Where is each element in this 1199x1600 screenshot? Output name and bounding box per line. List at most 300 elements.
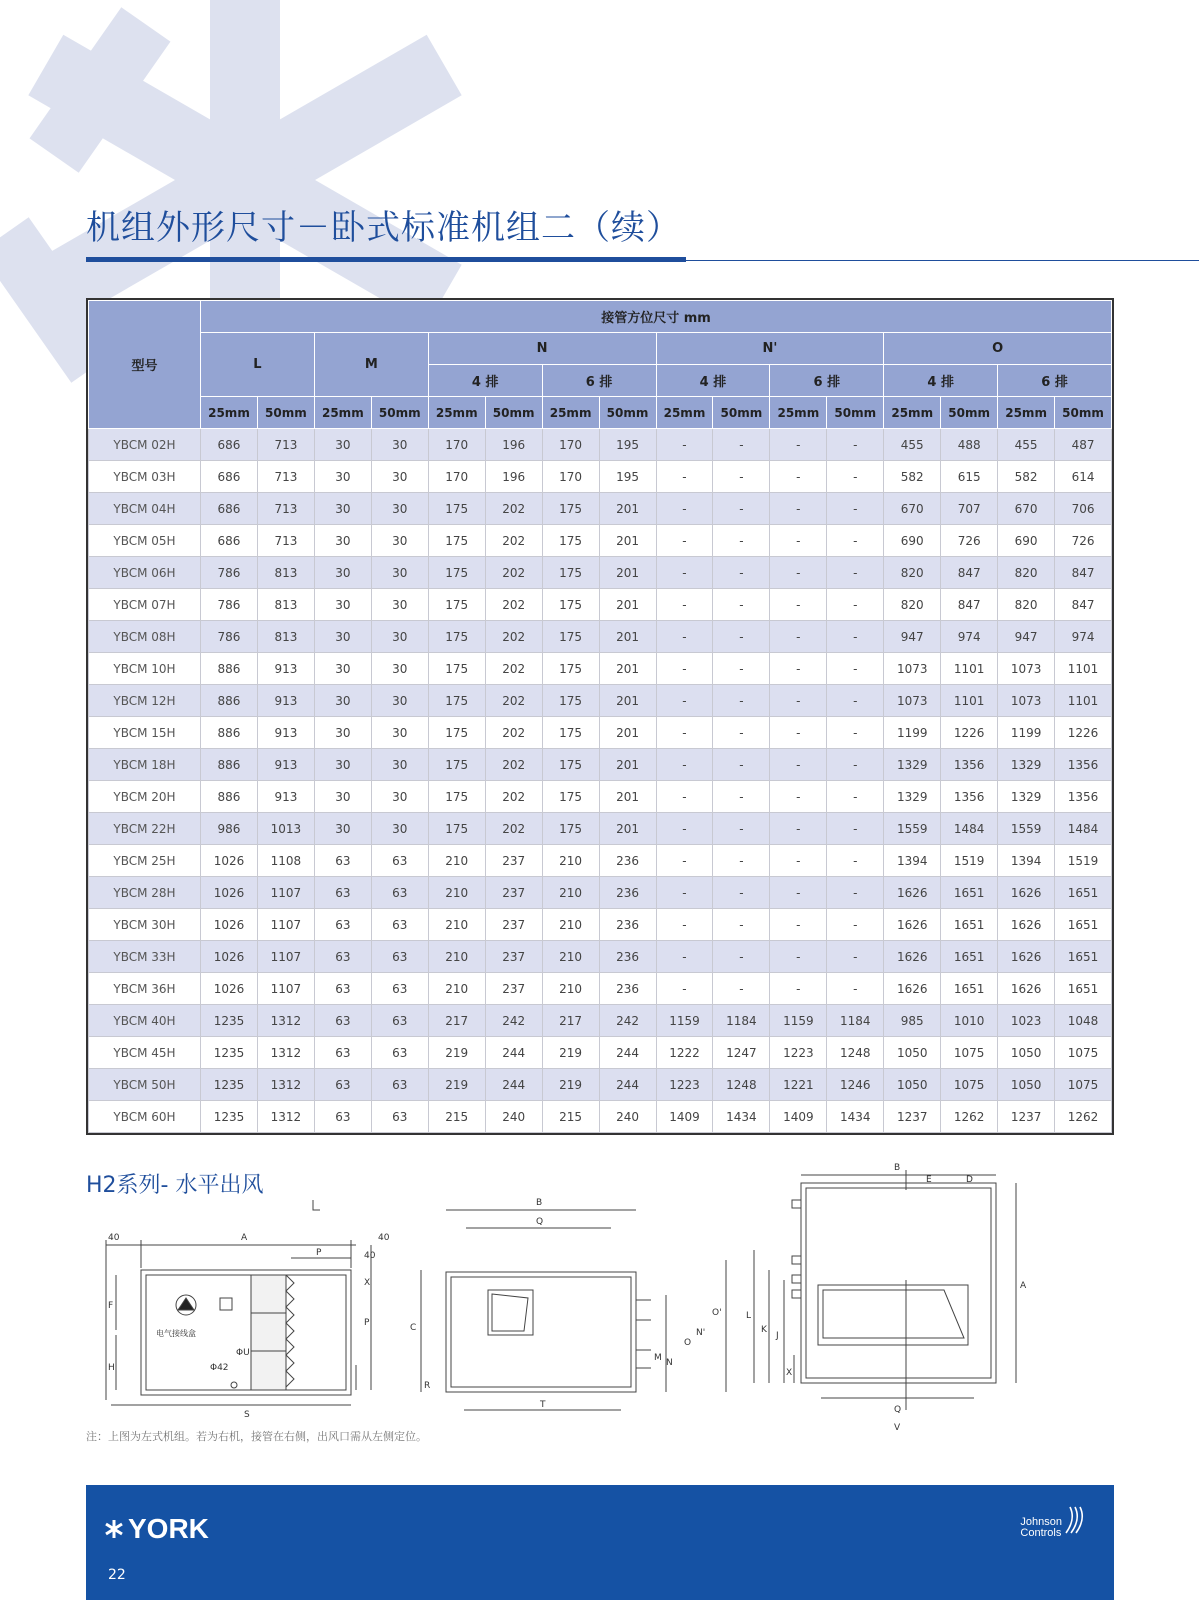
value-cell: 820 <box>884 589 941 621</box>
value-cell: 1159 <box>770 1005 827 1037</box>
value-cell: 974 <box>1055 621 1112 653</box>
value-cell: 1075 <box>1055 1037 1112 1069</box>
value-cell: 30 <box>371 749 428 781</box>
value-cell: 30 <box>314 653 371 685</box>
rear-view-drawing <box>421 1210 726 1410</box>
value-cell: 175 <box>428 525 485 557</box>
value-cell: 201 <box>599 589 656 621</box>
value-cell: 1107 <box>257 973 314 1005</box>
value-cell: 1356 <box>941 749 998 781</box>
value-cell: 686 <box>201 461 258 493</box>
value-cell: - <box>770 781 827 813</box>
value-cell: 686 <box>201 429 258 461</box>
row6-header: 6 排 <box>542 365 656 397</box>
value-cell: 201 <box>599 653 656 685</box>
value-cell: 63 <box>314 973 371 1005</box>
col-M: M <box>314 333 428 397</box>
model-cell: YBCM 25H <box>89 845 201 877</box>
value-cell: 30 <box>371 621 428 653</box>
value-cell: 1626 <box>884 973 941 1005</box>
value-cell: 244 <box>485 1069 542 1101</box>
value-cell: 202 <box>485 717 542 749</box>
value-cell: 175 <box>428 781 485 813</box>
value-cell: - <box>827 621 884 653</box>
york-logo <box>104 1513 209 1545</box>
value-cell: 1026 <box>201 845 258 877</box>
value-cell: 614 <box>1055 461 1112 493</box>
table-row <box>89 717 1112 749</box>
value-cell: - <box>713 813 770 845</box>
value-cell: - <box>770 909 827 941</box>
jc-line-2: Controls <box>1020 1527 1062 1539</box>
value-cell: 1101 <box>1055 653 1112 685</box>
value-cell: 786 <box>201 589 258 621</box>
value-cell: 1237 <box>998 1101 1055 1133</box>
value-cell: - <box>656 877 713 909</box>
value-cell: 202 <box>485 525 542 557</box>
value-cell: 1312 <box>257 1069 314 1101</box>
value-cell: - <box>656 429 713 461</box>
value-cell: - <box>656 621 713 653</box>
value-cell: - <box>827 493 884 525</box>
value-cell: 210 <box>542 941 599 973</box>
table-row <box>89 525 1112 557</box>
value-cell: - <box>827 653 884 685</box>
pipe-50mm: 50mm <box>371 397 428 429</box>
value-cell: - <box>656 653 713 685</box>
value-cell: 210 <box>428 877 485 909</box>
value-cell: - <box>770 877 827 909</box>
value-cell: 237 <box>485 941 542 973</box>
value-cell: - <box>770 429 827 461</box>
dim-H: H <box>108 1363 115 1373</box>
value-cell: 202 <box>485 749 542 781</box>
value-cell: 913 <box>257 749 314 781</box>
table-row <box>89 749 1112 781</box>
value-cell: 63 <box>371 1005 428 1037</box>
value-cell: 985 <box>884 1005 941 1037</box>
value-cell: 1651 <box>1055 941 1112 973</box>
pipe-50mm: 50mm <box>713 397 770 429</box>
value-cell: 237 <box>485 845 542 877</box>
value-cell: 210 <box>542 877 599 909</box>
value-cell: 30 <box>314 429 371 461</box>
value-cell: 1559 <box>884 813 941 845</box>
row6-header: 6 排 <box>770 365 884 397</box>
pipe-25mm: 25mm <box>770 397 827 429</box>
value-cell: 30 <box>371 685 428 717</box>
value-cell: 1107 <box>257 877 314 909</box>
dim-Q3: Q <box>894 1405 902 1415</box>
value-cell: 1101 <box>1055 685 1112 717</box>
value-cell: - <box>827 525 884 557</box>
value-cell: 1484 <box>1055 813 1112 845</box>
value-cell: - <box>770 621 827 653</box>
dim-V: V <box>894 1423 901 1433</box>
value-cell: 175 <box>428 589 485 621</box>
value-cell: 217 <box>428 1005 485 1037</box>
model-header: 型号 <box>89 301 201 429</box>
footnote: 注：上图为左式机组。若为右机，接管在右侧，出风口需从左侧定位。 <box>86 1430 427 1443</box>
value-cell: 63 <box>314 1069 371 1101</box>
value-cell: 237 <box>485 973 542 1005</box>
value-cell: 240 <box>599 1101 656 1133</box>
value-cell: 201 <box>599 557 656 589</box>
value-cell: 1073 <box>998 653 1055 685</box>
value-cell: 244 <box>485 1037 542 1069</box>
value-cell: 170 <box>428 461 485 493</box>
value-cell: - <box>713 909 770 941</box>
value-cell: 63 <box>314 941 371 973</box>
value-cell: 1026 <box>201 909 258 941</box>
value-cell: 1519 <box>1055 845 1112 877</box>
table-row <box>89 1069 1112 1101</box>
value-cell: 201 <box>599 621 656 653</box>
value-cell: 686 <box>201 493 258 525</box>
value-cell: 582 <box>884 461 941 493</box>
value-cell: 1222 <box>656 1037 713 1069</box>
front-view-drawing <box>754 1170 1016 1410</box>
value-cell: 786 <box>201 621 258 653</box>
johnson-controls-logo <box>1020 1517 1062 1539</box>
value-cell: 1026 <box>201 973 258 1005</box>
dim-K: K <box>761 1325 767 1335</box>
value-cell: 1075 <box>941 1069 998 1101</box>
value-cell: 242 <box>485 1005 542 1037</box>
value-cell: 63 <box>371 1101 428 1133</box>
value-cell: 236 <box>599 941 656 973</box>
value-cell: 196 <box>485 461 542 493</box>
value-cell: 713 <box>257 493 314 525</box>
value-cell: 1651 <box>1055 877 1112 909</box>
value-cell: - <box>770 845 827 877</box>
dim-F: F <box>108 1301 114 1311</box>
pipe-25mm: 25mm <box>314 397 371 429</box>
value-cell: 726 <box>1055 525 1112 557</box>
pipe-50mm: 50mm <box>485 397 542 429</box>
pipe-50mm: 50mm <box>941 397 998 429</box>
value-cell: 195 <box>599 461 656 493</box>
pipe-25mm: 25mm <box>428 397 485 429</box>
model-cell: YBCM 03H <box>89 461 201 493</box>
value-cell: - <box>770 749 827 781</box>
value-cell: - <box>656 493 713 525</box>
value-cell: 242 <box>599 1005 656 1037</box>
value-cell: - <box>827 941 884 973</box>
value-cell: 1248 <box>827 1037 884 1069</box>
table-body <box>89 429 1112 1133</box>
value-cell: 1159 <box>656 1005 713 1037</box>
value-cell: - <box>656 845 713 877</box>
value-cell: 201 <box>599 685 656 717</box>
dim-O-prime: O' <box>712 1308 722 1318</box>
value-cell: 1235 <box>201 1037 258 1069</box>
dim-X3: X <box>786 1368 793 1378</box>
value-cell: 706 <box>1055 493 1112 525</box>
value-cell: - <box>827 877 884 909</box>
value-cell: 236 <box>599 909 656 941</box>
value-cell: 30 <box>371 781 428 813</box>
value-cell: - <box>656 781 713 813</box>
value-cell: - <box>713 525 770 557</box>
value-cell: 1248 <box>713 1069 770 1101</box>
value-cell: 219 <box>428 1069 485 1101</box>
value-cell: 913 <box>257 717 314 749</box>
value-cell: 1226 <box>1055 717 1112 749</box>
value-cell: 63 <box>314 845 371 877</box>
table-row <box>89 461 1112 493</box>
value-cell: 455 <box>884 429 941 461</box>
value-cell: 210 <box>428 941 485 973</box>
value-cell: 30 <box>371 461 428 493</box>
col-L: L <box>201 333 315 397</box>
value-cell: 1050 <box>884 1069 941 1101</box>
value-cell: - <box>713 429 770 461</box>
label-electric-box: 电气接线盒 <box>156 1329 196 1338</box>
value-cell: 986 <box>201 813 258 845</box>
value-cell: 30 <box>314 589 371 621</box>
value-cell: 30 <box>314 525 371 557</box>
table-row <box>89 813 1112 845</box>
value-cell: 1023 <box>998 1005 1055 1037</box>
value-cell: 170 <box>428 429 485 461</box>
value-cell: 1223 <box>656 1069 713 1101</box>
col-O: O <box>884 333 1112 365</box>
pipe-25mm: 25mm <box>201 397 258 429</box>
col-N-prime: N' <box>656 333 884 365</box>
dim-40b: 40 <box>378 1233 390 1243</box>
value-cell: 1235 <box>201 1069 258 1101</box>
value-cell: - <box>713 461 770 493</box>
value-cell: - <box>827 749 884 781</box>
value-cell: 1184 <box>827 1005 884 1037</box>
value-cell: 210 <box>542 845 599 877</box>
value-cell: - <box>713 493 770 525</box>
value-cell: 30 <box>371 429 428 461</box>
value-cell: 1050 <box>884 1037 941 1069</box>
pipe-50mm: 50mm <box>827 397 884 429</box>
value-cell: - <box>656 941 713 973</box>
value-cell: 1235 <box>201 1101 258 1133</box>
value-cell: 219 <box>542 1069 599 1101</box>
value-cell: 175 <box>542 813 599 845</box>
value-cell: 1394 <box>998 845 1055 877</box>
model-cell: YBCM 45H <box>89 1037 201 1069</box>
value-cell: 1026 <box>201 941 258 973</box>
dim-J: J <box>776 1331 779 1341</box>
value-cell: 1221 <box>770 1069 827 1101</box>
value-cell: 30 <box>314 685 371 717</box>
value-cell: - <box>770 493 827 525</box>
value-cell: 30 <box>371 653 428 685</box>
value-cell: - <box>770 813 827 845</box>
model-cell: YBCM 50H <box>89 1069 201 1101</box>
table-row <box>89 909 1112 941</box>
value-cell: 1108 <box>257 845 314 877</box>
value-cell: 175 <box>542 621 599 653</box>
model-cell: YBCM 05H <box>89 525 201 557</box>
value-cell: 1434 <box>713 1101 770 1133</box>
model-cell: YBCM 28H <box>89 877 201 909</box>
value-cell: 1329 <box>998 781 1055 813</box>
value-cell: - <box>770 941 827 973</box>
dim-N-prime: N' <box>696 1328 706 1338</box>
value-cell: 63 <box>371 909 428 941</box>
value-cell: 30 <box>371 717 428 749</box>
value-cell: 63 <box>314 1005 371 1037</box>
col-N: N <box>428 333 656 365</box>
value-cell: 947 <box>884 621 941 653</box>
value-cell: - <box>656 589 713 621</box>
value-cell: 236 <box>599 845 656 877</box>
value-cell: 1050 <box>998 1037 1055 1069</box>
value-cell: 1626 <box>884 909 941 941</box>
value-cell: 175 <box>428 717 485 749</box>
pipe-50mm: 50mm <box>257 397 314 429</box>
value-cell: - <box>656 717 713 749</box>
value-cell: 820 <box>884 557 941 589</box>
value-cell: 1262 <box>941 1101 998 1133</box>
value-cell: 1262 <box>1055 1101 1112 1133</box>
value-cell: 175 <box>428 653 485 685</box>
dimension-drawings <box>86 1160 1106 1440</box>
dim-L: L <box>746 1311 752 1321</box>
value-cell: 30 <box>314 493 371 525</box>
model-cell: YBCM 02H <box>89 429 201 461</box>
value-cell: 487 <box>1055 429 1112 461</box>
value-cell: 886 <box>201 781 258 813</box>
value-cell: - <box>827 717 884 749</box>
value-cell: 202 <box>485 557 542 589</box>
value-cell: - <box>713 685 770 717</box>
value-cell: 202 <box>485 653 542 685</box>
value-cell: 1235 <box>201 1005 258 1037</box>
value-cell: 30 <box>371 557 428 589</box>
value-cell: 175 <box>428 749 485 781</box>
dim-D: D <box>966 1175 973 1185</box>
model-cell: YBCM 15H <box>89 717 201 749</box>
value-cell: 813 <box>257 589 314 621</box>
value-cell: 30 <box>371 493 428 525</box>
dim-P: P <box>316 1248 322 1258</box>
table-row <box>89 781 1112 813</box>
value-cell: 1199 <box>884 717 941 749</box>
value-cell: 175 <box>542 781 599 813</box>
row6-header: 6 排 <box>998 365 1112 397</box>
value-cell: 690 <box>998 525 1055 557</box>
value-cell: 30 <box>314 621 371 653</box>
pipe-25mm: 25mm <box>884 397 941 429</box>
value-cell: 1626 <box>884 941 941 973</box>
dim-A: A <box>241 1233 248 1243</box>
footer-band <box>86 1485 1114 1600</box>
pipe-25mm: 25mm <box>998 397 1055 429</box>
value-cell: - <box>656 685 713 717</box>
table-row <box>89 653 1112 685</box>
table-row <box>89 973 1112 1005</box>
model-cell: YBCM 33H <box>89 941 201 973</box>
value-cell: 215 <box>428 1101 485 1133</box>
value-cell: 1356 <box>1055 749 1112 781</box>
value-cell: - <box>713 941 770 973</box>
pipe-50mm: 50mm <box>599 397 656 429</box>
value-cell: 30 <box>314 557 371 589</box>
value-cell: 686 <box>201 525 258 557</box>
value-cell: 1107 <box>257 941 314 973</box>
value-cell: 196 <box>485 429 542 461</box>
value-cell: 1226 <box>941 717 998 749</box>
value-cell: 63 <box>371 941 428 973</box>
value-cell: - <box>827 781 884 813</box>
row4-header: 4 排 <box>656 365 770 397</box>
value-cell: 1651 <box>941 941 998 973</box>
value-cell: 813 <box>257 621 314 653</box>
value-cell: 210 <box>428 973 485 1005</box>
table-row <box>89 845 1112 877</box>
value-cell: 63 <box>314 1101 371 1133</box>
value-cell: 1356 <box>941 781 998 813</box>
dim-E: E <box>926 1175 932 1185</box>
value-cell: 1101 <box>941 653 998 685</box>
value-cell: 886 <box>201 717 258 749</box>
model-cell: YBCM 08H <box>89 621 201 653</box>
york-wordmark: YORK <box>128 1513 209 1544</box>
value-cell: 1651 <box>941 877 998 909</box>
value-cell: 175 <box>428 813 485 845</box>
model-cell: YBCM 12H <box>89 685 201 717</box>
value-cell: 210 <box>542 909 599 941</box>
value-cell: 63 <box>314 909 371 941</box>
table-row <box>89 493 1112 525</box>
value-cell: 1199 <box>998 717 1055 749</box>
value-cell: - <box>713 877 770 909</box>
value-cell: - <box>770 589 827 621</box>
value-cell: 1651 <box>941 973 998 1005</box>
value-cell: - <box>827 429 884 461</box>
side-view-drawing <box>106 1200 371 1405</box>
table-row <box>89 1101 1112 1133</box>
value-cell: 488 <box>941 429 998 461</box>
value-cell: 175 <box>542 717 599 749</box>
value-cell: 1434 <box>827 1101 884 1133</box>
value-cell: 1559 <box>998 813 1055 845</box>
value-cell: - <box>713 621 770 653</box>
value-cell: - <box>770 461 827 493</box>
dim-B: B <box>536 1198 543 1208</box>
value-cell: 1050 <box>998 1069 1055 1101</box>
value-cell: 175 <box>542 685 599 717</box>
value-cell: 202 <box>485 781 542 813</box>
value-cell: 1237 <box>884 1101 941 1133</box>
value-cell: - <box>713 781 770 813</box>
value-cell: 886 <box>201 749 258 781</box>
value-cell: - <box>827 589 884 621</box>
value-cell: 30 <box>314 717 371 749</box>
value-cell: 1312 <box>257 1005 314 1037</box>
value-cell: 244 <box>599 1037 656 1069</box>
model-cell: YBCM 40H <box>89 1005 201 1037</box>
value-cell: 202 <box>485 589 542 621</box>
dim-S: S <box>244 1410 250 1420</box>
value-cell: 215 <box>542 1101 599 1133</box>
value-cell: 1048 <box>1055 1005 1112 1037</box>
table-row <box>89 589 1112 621</box>
value-cell: 30 <box>314 461 371 493</box>
value-cell: 1626 <box>998 973 1055 1005</box>
value-cell: 1073 <box>998 685 1055 717</box>
value-cell: 170 <box>542 461 599 493</box>
model-cell: YBCM 18H <box>89 749 201 781</box>
